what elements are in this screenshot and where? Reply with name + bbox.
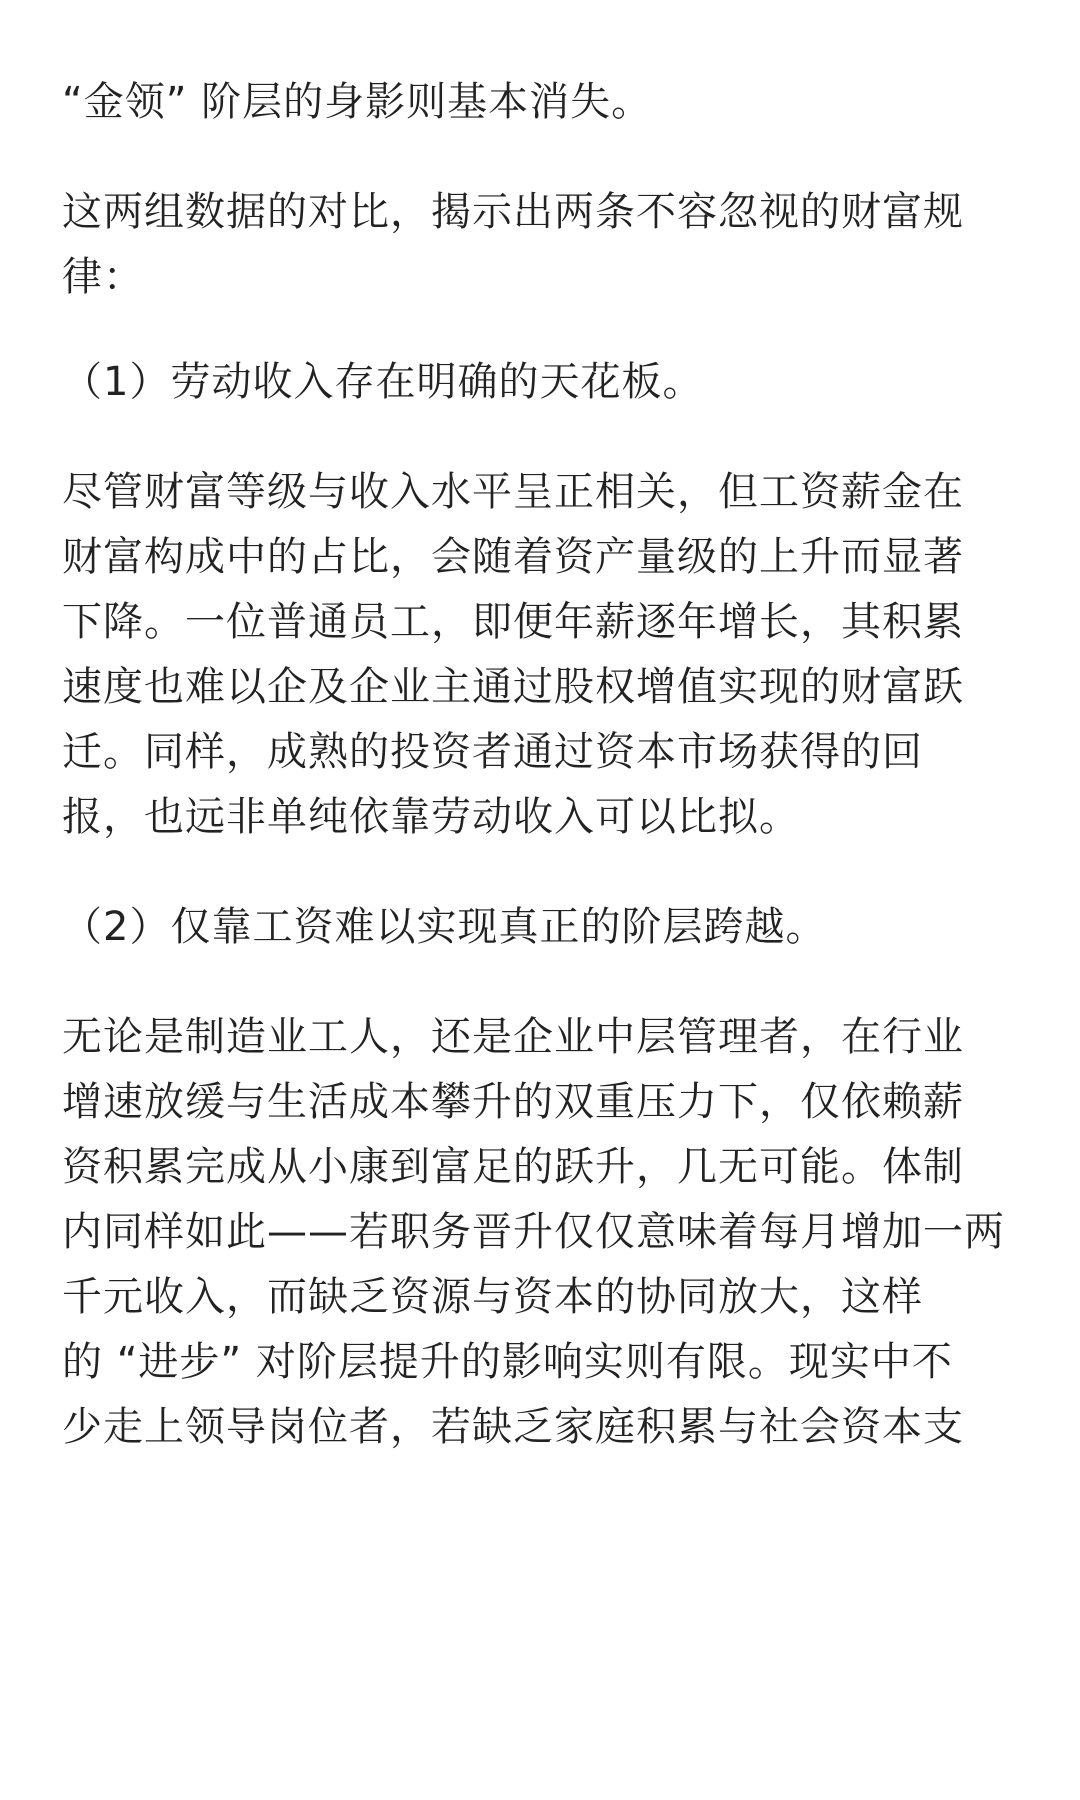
paragraph-4-line-4: 速度也难以企及企业主通过股权增值实现的财富跃 [62,664,964,710]
paragraph-6-line-3: 资积累完成从小康到富足的跃升，几无可能。体制 [62,1144,964,1190]
paragraph-6-line-1: 无论是制造业工人，还是企业中层管理者，在行业 [62,1014,964,1060]
paragraph-6-line-5: 千元收入，而缺乏资源与资本的协同放大，这样 [62,1274,923,1320]
paragraph-6-line-7: 少走上领导岗位者，若缺乏家庭积累与社会资本支 [62,1404,964,1450]
paragraph-6-line-6: 的 “进步” 对阶层提升的影响实则有限。现实中不 [62,1339,953,1385]
paragraph-1-line-1: “金领” 阶层的身影则基本消失。 [62,79,653,125]
paragraph-4-line-6: 报，也远非单纯依靠劳动收入可以比拟。 [62,794,800,840]
subheading-1: （1）劳动收入存在明确的天花板。 [62,359,704,405]
paragraph-4-line-2: 财富构成中的占比，会随着资产量级的上升而显著 [62,534,964,580]
paragraph-6-line-4: 内同样如此——若职务晋升仅仅意味着每月增加一两 [62,1209,1005,1255]
paragraph-2-line-2: 律： [62,254,144,300]
paragraph-4-line-3: 下降。一位普通员工，即便年薪逐年增长，其积累 [62,599,964,645]
paragraph-6-line-2: 增速放缓与生活成本攀升的双重压力下，仅依赖薪 [62,1079,964,1125]
subheading-2: （2）仅靠工资难以实现真正的阶层跨越。 [62,904,827,950]
paragraph-4-line-5: 迁。同样，成熟的投资者通过资本市场获得的回 [62,729,923,775]
paragraph-4-line-1: 尽管财富等级与收入水平呈正相关，但工资薪金在 [62,469,964,515]
paragraph-2-line-1: 这两组数据的对比，揭示出两条不容忽视的财富规 [62,189,964,235]
